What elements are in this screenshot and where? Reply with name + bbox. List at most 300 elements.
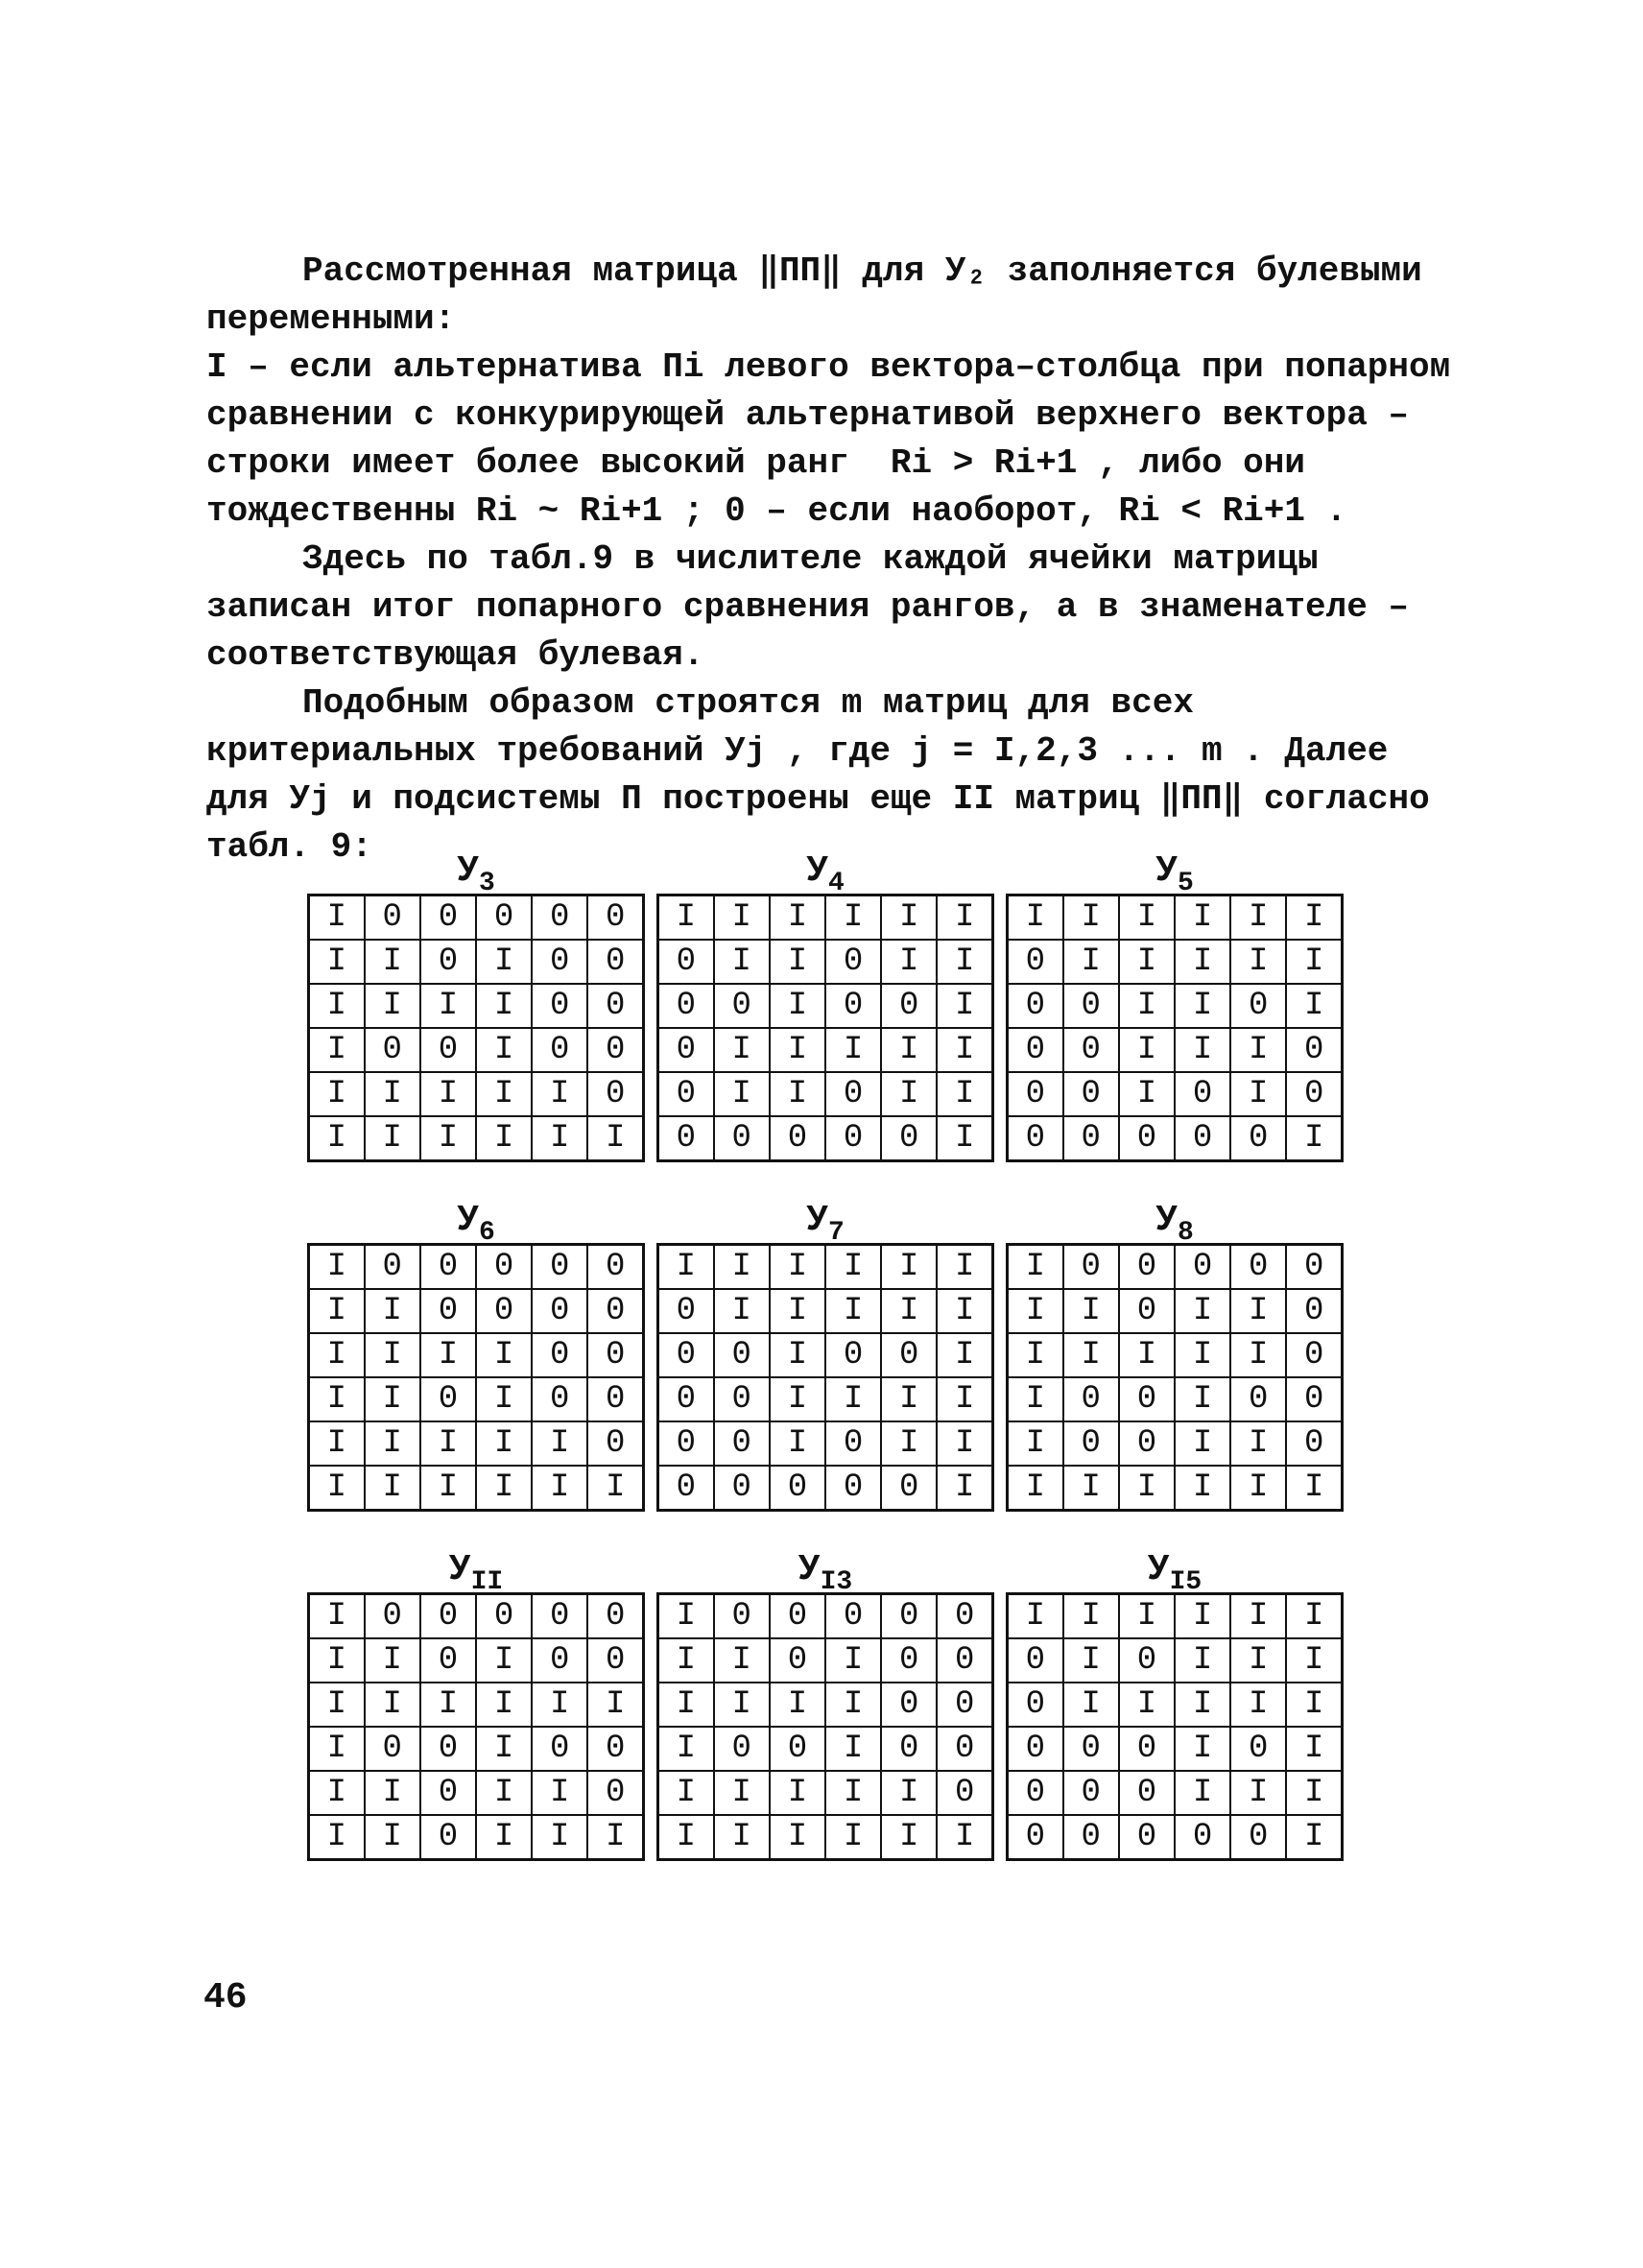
matrix-table-row (1008, 895, 1343, 941)
matrix-label-base: У (1155, 850, 1178, 892)
matrix-cell: 0 (1119, 1815, 1175, 1860)
matrix-table-row (658, 1028, 993, 1072)
matrix-cell: 0 (1230, 1377, 1286, 1421)
matrix-cell: 0 (420, 1028, 476, 1072)
matrix-table-row (1008, 1815, 1343, 1860)
matrix-cell: I (1175, 940, 1230, 984)
matrix-table-row (658, 1245, 993, 1290)
matrix-cell: I (770, 1333, 825, 1377)
matrix-cell: 0 (1063, 1377, 1119, 1421)
matrix-cell: 0 (1119, 1289, 1175, 1333)
matrix-table-row (1008, 1333, 1343, 1377)
matrix-cell: 0 (1063, 1771, 1119, 1815)
matrix-cell: I (1063, 940, 1119, 984)
matrix-cell: 0 (587, 895, 643, 941)
matrix-cell: I (937, 1116, 992, 1161)
matrix-table-row (1008, 1028, 1343, 1072)
matrix-cell: I (937, 895, 992, 941)
paragraph-1: Рассмотренная матрица ‖ПП‖ для У₂ заполняется булевыми переменными: (206, 251, 1443, 339)
matrix-cell: I (420, 1116, 476, 1161)
matrix-cell: 0 (532, 895, 587, 941)
matrix-cell: 0 (532, 1289, 587, 1333)
matrix-table-row (1008, 1638, 1343, 1683)
matrix-label-sub: 7 (828, 1218, 845, 1248)
matrix-cell: I (937, 1245, 992, 1290)
matrix-table (1006, 1592, 1344, 1861)
matrix-table-row (309, 1771, 644, 1815)
matrix-cell: 0 (881, 1116, 937, 1161)
matrix-cell: I (1119, 1466, 1175, 1511)
matrix-cell: I (365, 1815, 420, 1860)
matrix-label (656, 849, 994, 898)
matrix-cell: I (1230, 1421, 1286, 1466)
matrix-4 (656, 849, 994, 1162)
matrix-cell: I (365, 1771, 420, 1815)
matrix-table-row (309, 1815, 644, 1860)
matrix-cell: I (1119, 984, 1175, 1028)
matrix-3 (307, 849, 645, 1162)
matrix-cell: I (1230, 1771, 1286, 1815)
matrix-cell: 0 (365, 1727, 420, 1771)
matrix-cell: 0 (476, 1594, 532, 1639)
matrix-cell: I (1230, 1594, 1286, 1639)
matrix-cell: I (881, 895, 937, 941)
matrix-cell: 0 (476, 1289, 532, 1333)
matrix-cell: I (1175, 895, 1230, 941)
matrix-cell: I (309, 1333, 365, 1377)
matrix-cell: 0 (587, 1421, 643, 1466)
matrix-cell: I (532, 1683, 587, 1727)
matrix-cell: 0 (770, 1727, 825, 1771)
matrix-table-row (1008, 1116, 1343, 1161)
matrix-cell: I (881, 1771, 937, 1815)
matrix-cell: I (309, 1072, 365, 1116)
matrix-label (656, 1199, 994, 1248)
matrix-cell: 0 (770, 1638, 825, 1683)
matrix-cell: I (825, 1638, 881, 1683)
page-number: 46 (203, 1977, 248, 2018)
matrix-cell: I (1063, 1289, 1119, 1333)
matrix-cell: 0 (532, 1377, 587, 1421)
paragraph-2: I – если альтернатива Пi левого вектора–столбца при попарном сравнении с конкурирующей альтернативой верхнего вектора – строки имеет более высокий ранг Ri > Ri+1 , либо они тождественны Ri ~ Ri+1 ; 0 – если наоборот, Ri < Ri+1 . (206, 347, 1471, 531)
matrix-cell: I (476, 1466, 532, 1511)
matrix-cell: I (365, 1638, 420, 1683)
matrix-cell: I (365, 1466, 420, 1511)
matrix-cell: I (825, 1771, 881, 1815)
matrix-cell: I (1119, 940, 1175, 984)
matrix-cell: I (1230, 895, 1286, 941)
matrix-cell: 0 (881, 1638, 937, 1683)
matrix-I5 (1006, 1548, 1344, 1861)
matrix-table-row (658, 1727, 993, 1771)
matrix-cell: 0 (1008, 1072, 1063, 1116)
matrix-cell: I (770, 1028, 825, 1072)
matrix-cell: I (587, 1815, 643, 1860)
matrix-cell: 0 (420, 940, 476, 984)
matrix-table-row (309, 940, 644, 984)
matrix-table-row (658, 1638, 993, 1683)
matrix-cell: 0 (1175, 1245, 1230, 1290)
matrix-table-row (1008, 1594, 1343, 1639)
matrix-cell: 0 (1286, 1421, 1342, 1466)
matrix-cell: 0 (658, 1072, 714, 1116)
matrix-cell: 0 (1230, 1245, 1286, 1290)
matrix-cell: I (825, 1289, 881, 1333)
matrix-cell: 0 (420, 1771, 476, 1815)
matrix-cell: 0 (365, 1245, 420, 1290)
matrix-cell: I (532, 1072, 587, 1116)
matrix-cell: 0 (714, 984, 770, 1028)
matrix-cell: I (658, 1638, 714, 1683)
matrix-cell: I (309, 1638, 365, 1683)
matrix-cell: I (365, 940, 420, 984)
matrix-cell: 0 (881, 984, 937, 1028)
matrix-cell: I (476, 1072, 532, 1116)
matrix-cell: I (1286, 1116, 1342, 1161)
matrix-cell: I (365, 984, 420, 1028)
matrix-table-row (309, 1333, 644, 1377)
matrix-cell: I (420, 984, 476, 1028)
matrix-table-row (1008, 1289, 1343, 1333)
matrix-cell: 0 (714, 1116, 770, 1161)
matrix-table-row (309, 1116, 644, 1161)
matrix-cell: 0 (1175, 1815, 1230, 1860)
matrix-table (307, 894, 645, 1162)
matrix-cell: 0 (658, 1421, 714, 1466)
matrix-cell: I (937, 1466, 992, 1511)
matrix-label (307, 1548, 645, 1597)
matrix-cell: I (476, 1377, 532, 1421)
matrix-cell: I (1175, 1727, 1230, 1771)
matrix-cell: 0 (420, 1727, 476, 1771)
matrix-cell: I (1175, 1421, 1230, 1466)
matrix-cell: I (1063, 1466, 1119, 1511)
matrix-cell: I (1063, 1638, 1119, 1683)
matrix-cell: I (365, 1421, 420, 1466)
matrix-cell: I (1286, 1771, 1342, 1815)
matrix-table-row (658, 1594, 993, 1639)
matrix-cell: I (1286, 984, 1342, 1028)
matrix-cell: I (309, 1727, 365, 1771)
matrix-label-base: У (806, 850, 828, 892)
matrix-label (307, 1199, 645, 1248)
matrix-cell: I (1286, 1683, 1342, 1727)
matrix-cell: 0 (1063, 1072, 1119, 1116)
matrix-cell: I (476, 940, 532, 984)
matrix-cell: 0 (1008, 1116, 1063, 1161)
matrix-cell: 0 (881, 1333, 937, 1377)
matrix-cell: I (825, 1377, 881, 1421)
matrix-cell: 0 (420, 1815, 476, 1860)
matrix-cell: I (1175, 1466, 1230, 1511)
matrix-cell: I (420, 1421, 476, 1466)
matrix-cell: 0 (1063, 1028, 1119, 1072)
matrix-cell: 0 (825, 1421, 881, 1466)
matrix-cell: I (587, 1683, 643, 1727)
matrix-cell: 0 (587, 1377, 643, 1421)
matrix-cell: 0 (658, 940, 714, 984)
matrix-cell: I (1008, 1466, 1063, 1511)
matrix-cell: I (309, 984, 365, 1028)
matrix-cell: I (309, 1815, 365, 1860)
matrix-cell: I (770, 1289, 825, 1333)
matrix-cell: I (309, 895, 365, 941)
matrix-cell: 0 (825, 984, 881, 1028)
matrix-cell: 0 (1063, 1245, 1119, 1290)
matrix-cell: I (476, 1421, 532, 1466)
matrix-cell: I (825, 895, 881, 941)
matrix-cell: 0 (937, 1638, 992, 1683)
matrix-table-row (309, 1727, 644, 1771)
matrix-cell: 0 (881, 1466, 937, 1511)
paragraph-3: Здесь по табл.9 в числителе каждой ячейки матрицы записан итог попарного сравнения рангов, а в знаменателе – соответствующая булевая. (206, 539, 1430, 675)
matrix-label-base: У (448, 1549, 471, 1590)
matrix-table (1006, 1243, 1344, 1512)
matrix-cell: I (309, 1289, 365, 1333)
matrix-cell: 0 (937, 1727, 992, 1771)
matrix-cell: I (1175, 1683, 1230, 1727)
matrix-cell: 0 (825, 1072, 881, 1116)
matrix-table-row (309, 1683, 644, 1727)
matrix-cell: 0 (420, 1377, 476, 1421)
matrix-table-row (309, 1594, 644, 1639)
matrix-table (307, 1592, 645, 1861)
matrix-label-sub: I5 (1169, 1567, 1202, 1597)
matrix-cell: 0 (1230, 984, 1286, 1028)
matrix-cell: 0 (365, 1028, 420, 1072)
matrix-cell: 0 (587, 1638, 643, 1683)
matrix-cell: 0 (420, 1289, 476, 1333)
matrix-cell: 0 (714, 1727, 770, 1771)
matrix-cell: I (658, 1771, 714, 1815)
matrix-table-row (658, 1466, 993, 1511)
matrix-cell: 0 (1230, 1116, 1286, 1161)
matrix-row (307, 849, 1344, 1162)
matrix-cell: I (1008, 1245, 1063, 1290)
matrix-label-base: У (798, 1549, 821, 1590)
matrix-cell: I (937, 1421, 992, 1466)
matrix-cell: 0 (1175, 1116, 1230, 1161)
matrix-cell: I (309, 1245, 365, 1290)
matrix-cell: I (1063, 895, 1119, 941)
matrix-cell: I (1286, 1466, 1342, 1511)
matrix-label-base: У (1155, 1200, 1178, 1241)
matrix-cell: I (714, 1072, 770, 1116)
matrix-cell: I (881, 1421, 937, 1466)
matrix-cell: 0 (881, 1683, 937, 1727)
matrix-label (1006, 1548, 1344, 1597)
matrix-table-row (1008, 1727, 1343, 1771)
matrix-cell: I (1008, 1333, 1063, 1377)
matrix-cell: I (825, 1245, 881, 1290)
matrix-cell: I (881, 1072, 937, 1116)
matrix-cell: I (476, 1116, 532, 1161)
matrix-cell: I (476, 1815, 532, 1860)
matrix-cell: I (1230, 1072, 1286, 1116)
body-text (206, 248, 1471, 871)
matrix-cell: 0 (881, 1594, 937, 1639)
matrix-cell: I (714, 1683, 770, 1727)
matrix-cell: 0 (825, 1594, 881, 1639)
matrix-cell: I (420, 1072, 476, 1116)
matrix-cell: I (937, 1072, 992, 1116)
matrix-cell: 0 (770, 1466, 825, 1511)
matrix-cell: 0 (881, 1727, 937, 1771)
matrix-cell: 0 (714, 1421, 770, 1466)
matrix-cell: I (825, 1028, 881, 1072)
matrix-cell: I (420, 1683, 476, 1727)
matrix-cell: I (1286, 940, 1342, 984)
matrix-cell: 0 (532, 1638, 587, 1683)
matrix-cell: 0 (1008, 1028, 1063, 1072)
matrix-cell: 0 (1008, 940, 1063, 984)
matrix-cell: 0 (1008, 1727, 1063, 1771)
matrix-8 (1006, 1199, 1344, 1512)
matrix-cell: I (1230, 1683, 1286, 1727)
matrix-cell: I (1286, 1815, 1342, 1860)
matrix-cell: 0 (1008, 1638, 1063, 1683)
matrix-cell: I (937, 984, 992, 1028)
matrix-cell: 0 (937, 1594, 992, 1639)
matrix-cell: I (714, 1028, 770, 1072)
matrix-cell: I (770, 1683, 825, 1727)
matrix-cell: 0 (714, 1594, 770, 1639)
matrix-II (307, 1548, 645, 1861)
matrix-cell: I (1008, 1289, 1063, 1333)
matrix-cell: I (937, 940, 992, 984)
paragraph-4: Подобным образом строятся m матриц для всех критериальных требований Уj , где j = I,2,3 ... m . Далее для Уj и подсистемы П построены еще II матриц ‖ПП‖ согласно табл. 9: (206, 683, 1451, 867)
matrix-cell: I (309, 1377, 365, 1421)
matrix-cell: I (1175, 984, 1230, 1028)
matrix-cell: I (1063, 1333, 1119, 1377)
matrix-cell: 0 (1008, 1771, 1063, 1815)
matrix-cell: 0 (825, 1466, 881, 1511)
matrix-table-row (1008, 1421, 1343, 1466)
matrix-cell: 0 (825, 940, 881, 984)
matrix-cell: I (1175, 1594, 1230, 1639)
matrix-cell: I (714, 1815, 770, 1860)
matrix-cell: I (365, 1333, 420, 1377)
matrix-table-row (309, 1638, 644, 1683)
matrix-cell: 0 (587, 1245, 643, 1290)
matrix-cell: I (1063, 1594, 1119, 1639)
matrix-cell: 0 (365, 895, 420, 941)
matrix-cell: I (937, 1289, 992, 1333)
matrix-cell: 0 (587, 940, 643, 984)
matrix-label-sub: 6 (479, 1218, 495, 1248)
matrix-cell: 0 (1286, 1072, 1342, 1116)
matrix-cell: I (309, 1466, 365, 1511)
matrix-cell: 0 (658, 1116, 714, 1161)
matrix-cell: I (881, 940, 937, 984)
matrix-cell: 0 (1175, 1072, 1230, 1116)
matrix-cell: I (476, 1333, 532, 1377)
matrix-cell: I (1119, 1028, 1175, 1072)
matrix-cell: I (881, 1028, 937, 1072)
matrix-cell: 0 (532, 984, 587, 1028)
matrix-cell: I (881, 1245, 937, 1290)
matrix-table-row (658, 895, 993, 941)
matrix-table (656, 1592, 994, 1861)
matrix-cell: 0 (420, 895, 476, 941)
matrix-table-row (1008, 1771, 1343, 1815)
matrix-cell: I (881, 1815, 937, 1860)
matrix-cell: I (309, 1116, 365, 1161)
matrix-cell: I (937, 1815, 992, 1860)
matrix-cell: 0 (1230, 1727, 1286, 1771)
matrix-label-sub: 5 (1178, 869, 1194, 898)
matrix-cell: 0 (587, 1333, 643, 1377)
matrix-cell: I (476, 1727, 532, 1771)
matrix-cell: 0 (365, 1594, 420, 1639)
matrix-cell: I (476, 1771, 532, 1815)
matrix-cell: I (1286, 1594, 1342, 1639)
matrix-cell: I (1286, 1727, 1342, 1771)
matrix-cell: 0 (1119, 1727, 1175, 1771)
matrix-cell: I (309, 1421, 365, 1466)
matrix-table-row (309, 1466, 644, 1511)
matrix-cell: I (1230, 1333, 1286, 1377)
matrix-cell: I (1230, 1638, 1286, 1683)
matrix-cell: 0 (770, 1116, 825, 1161)
matrix-cell: 0 (1286, 1289, 1342, 1333)
matrix-cell: I (1175, 1028, 1230, 1072)
matrix-cell: I (532, 1116, 587, 1161)
matrix-cell: I (309, 1028, 365, 1072)
matrix-cell: 0 (587, 1289, 643, 1333)
matrix-cell: 0 (1063, 1815, 1119, 1860)
matrix-cell: 0 (420, 1638, 476, 1683)
matrix-label-sub: 4 (828, 869, 845, 898)
matrix-cell: 0 (714, 1377, 770, 1421)
matrix-cell: I (714, 1771, 770, 1815)
matrix-table-row (309, 1289, 644, 1333)
matrix-table-row (1008, 1683, 1343, 1727)
matrix-cell: I (587, 1116, 643, 1161)
matrix-cell: 0 (1063, 984, 1119, 1028)
matrix-cell: I (309, 1594, 365, 1639)
matrix-cell: I (770, 1072, 825, 1116)
matrix-cell: I (1286, 1638, 1342, 1683)
matrix-cell: I (1230, 1289, 1286, 1333)
matrix-label-base: У (457, 1200, 479, 1241)
matrix-I3 (656, 1548, 994, 1861)
matrix-table-row (1008, 1072, 1343, 1116)
matrix-cell: I (309, 1683, 365, 1727)
matrix-table-row (1008, 984, 1343, 1028)
matrix-cell: I (1175, 1771, 1230, 1815)
matrix-cell: 0 (1230, 1815, 1286, 1860)
matrix-table-row (658, 984, 993, 1028)
matrix-cell: 0 (587, 1771, 643, 1815)
matrix-cell: 0 (1119, 1421, 1175, 1466)
matrix-cell: I (1008, 1594, 1063, 1639)
matrix-cell: 0 (420, 1245, 476, 1290)
matrix-cell: I (714, 940, 770, 984)
matrix-cell: 0 (532, 1727, 587, 1771)
matrix-cell: 0 (532, 1333, 587, 1377)
matrix-cell: I (770, 1421, 825, 1466)
matrix-cell: I (365, 1116, 420, 1161)
matrix-cell: 0 (714, 1466, 770, 1511)
matrix-cell: I (1119, 1072, 1175, 1116)
matrix-table-row (309, 1421, 644, 1466)
matrix-cell: 0 (1286, 1028, 1342, 1072)
matrix-table-row (658, 1333, 993, 1377)
matrix-table (656, 1243, 994, 1512)
matrix-table (656, 894, 994, 1162)
matrix-table-row (658, 1421, 993, 1466)
